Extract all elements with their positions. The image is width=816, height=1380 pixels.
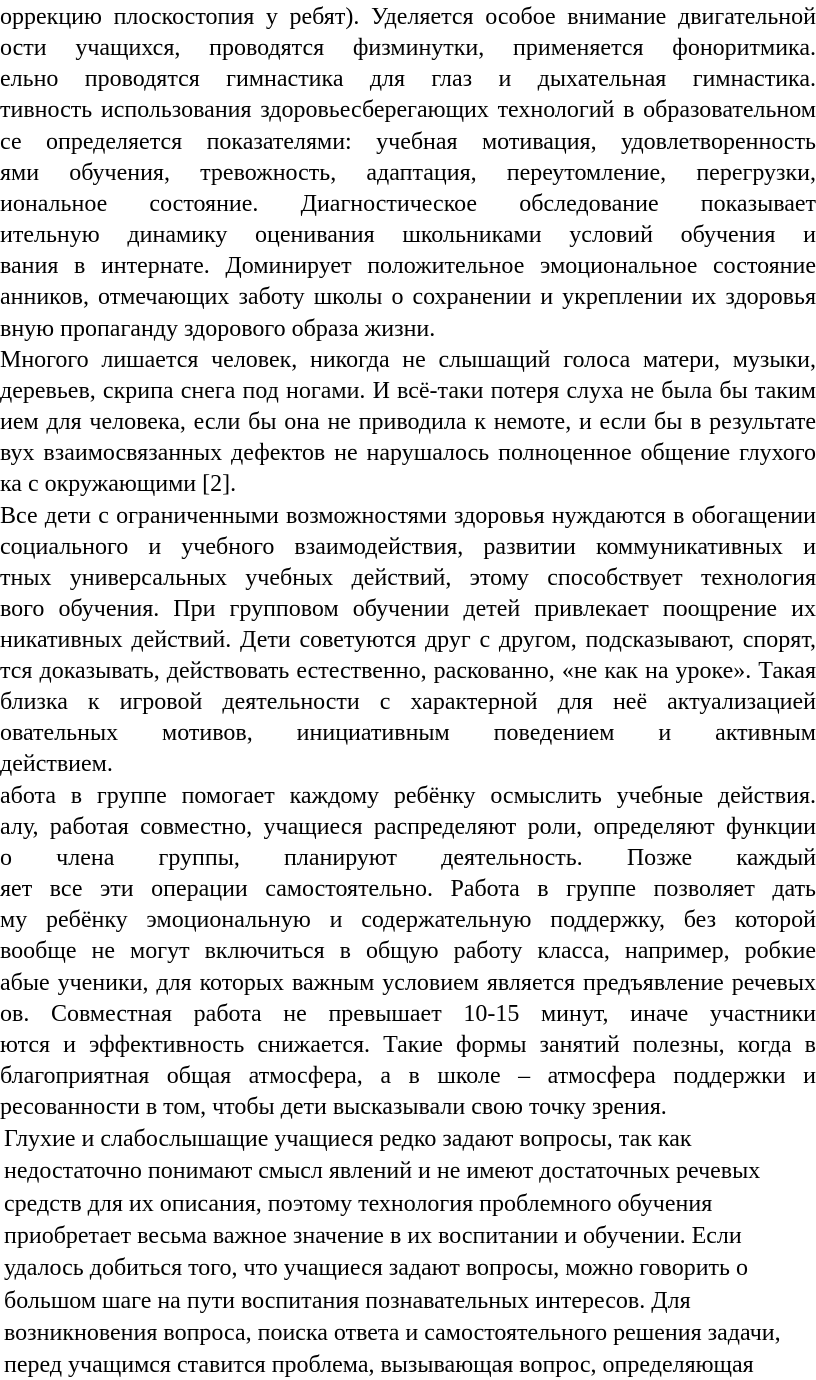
- text-line: тных универсальных учебных действий, этому способствует технология: [0, 565, 816, 591]
- text-line: вообще не могут включиться в общую работу класса, например, робкие: [0, 938, 816, 964]
- text-line: никативных действий. Дети советуются друг с другом, подсказывают, спорят,: [0, 627, 816, 653]
- text-line: ов. Совместная работа не превышает 10-15 минут, иначе участники: [0, 1001, 816, 1027]
- text-line: действием.: [0, 751, 113, 777]
- text-line: близка к игровой деятельности с характерной для неё актуализацией: [0, 689, 816, 715]
- text-line: тся доказывать, действовать естественно, раскованно, «не как на уроке». Такая: [0, 658, 816, 684]
- text-line: алу, работая совместно, учащиеся распределяют роли, определяют функции: [0, 814, 816, 840]
- text-line: социального и учебного взаимодействия, развитии коммуникативных и: [0, 534, 816, 560]
- text-line: недостаточно понимают смысл явлений и не имеют достаточных речевых: [4, 1158, 761, 1184]
- text-line: ресованности в том, чтобы дети высказывали свою точку зрения.: [0, 1094, 667, 1120]
- text-line: яет все эти операции самостоятельно. Работа в группе позволяет дать: [0, 876, 816, 902]
- text-line: ием для человека, если бы она не приводила к немоте, и если бы в результате: [0, 409, 816, 435]
- text-line: вную пропаганду здорового образа жизни.: [0, 316, 436, 342]
- text-line: вания в интернате. Доминирует положительное эмоциональное состояние: [0, 253, 816, 279]
- text-line: большом шаге на пути воспитания познавательных интересов. Для: [4, 1288, 691, 1314]
- text-line: ости учащихся, проводятся физминутки, применяется фоноритмика.: [0, 35, 816, 61]
- text-line: о члена группы, планируют деятельность. Позже каждый: [0, 845, 816, 871]
- text-line: вух взаимосвязанных дефектов не нарушалось полноценное общение глухого: [0, 440, 816, 466]
- text-line: ка с окружающими [2].: [0, 471, 237, 497]
- text-line: се определяется показателями: учебная мотивация, удовлетворенность: [0, 129, 816, 155]
- text-line: средств для их описания, поэтому технология проблемного обучения: [4, 1191, 713, 1217]
- text-line: деревьев, скрипа снега под ногами. И всё-таки потеря слуха не была бы таким: [0, 378, 816, 404]
- text-line: тивность использования здоровьесберегающих технологий в образовательном: [0, 97, 816, 123]
- text-line: вого обучения. При групповом обучении детей привлекает поощрение их: [0, 596, 816, 622]
- text-line: иональное состояние. Диагностическое обследование показывает: [0, 191, 816, 217]
- text-line: перед учащимся ставится проблема, вызывающая вопрос, определяющая: [4, 1352, 754, 1378]
- text-line: оррекцию плоскостопия у ребят). Уделяется особое внимание двигательной: [0, 4, 816, 30]
- text-line: Все дети с ограниченными возможностями здоровья нуждаются в обогащении: [0, 503, 816, 529]
- text-line: абые ученики, для которых важным условием является предъявление речевых: [0, 970, 816, 996]
- text-line: приобретает весьма важное значение в их воспитании и обучении. Если: [4, 1223, 742, 1249]
- text-line: удалось добиться того, что учащиеся задают вопросы, можно говорить о: [4, 1255, 748, 1281]
- text-line: благоприятная общая атмосфера, а в школе – атмосфера поддержки и: [0, 1063, 816, 1089]
- text-line: ются и эффективность снижается. Такие формы занятий полезны, когда в: [0, 1032, 816, 1058]
- text-line: возникновения вопроса, поиска ответа и самостоятельного решения задачи,: [4, 1320, 781, 1346]
- text-line: анников, отмечающих заботу школы о сохранении и укреплении их здоровья: [0, 284, 816, 310]
- text-line: абота в группе помогает каждому ребёнку осмыслить учебные действия.: [0, 783, 816, 809]
- text-line: ельно проводятся гимнастика для глаз и дыхательная гимнастика.: [0, 66, 816, 92]
- text-line: му ребёнку эмоциональную и содержательную поддержку, без которой: [0, 907, 816, 933]
- text-line: ительную динамику оценивания школьниками условий обучения и: [0, 222, 816, 248]
- text-line: Многого лишается человек, никогда не слышащий голоса матери, музыки,: [0, 347, 816, 373]
- text-line: Глухие и слабослышащие учащиеся редко задают вопросы, так как: [4, 1126, 692, 1152]
- text-line: овательных мотивов, инициативным поведением и активным: [0, 720, 816, 746]
- text-line: ями обучения, тревожность, адаптация, переутомление, перегрузки,: [0, 160, 816, 186]
